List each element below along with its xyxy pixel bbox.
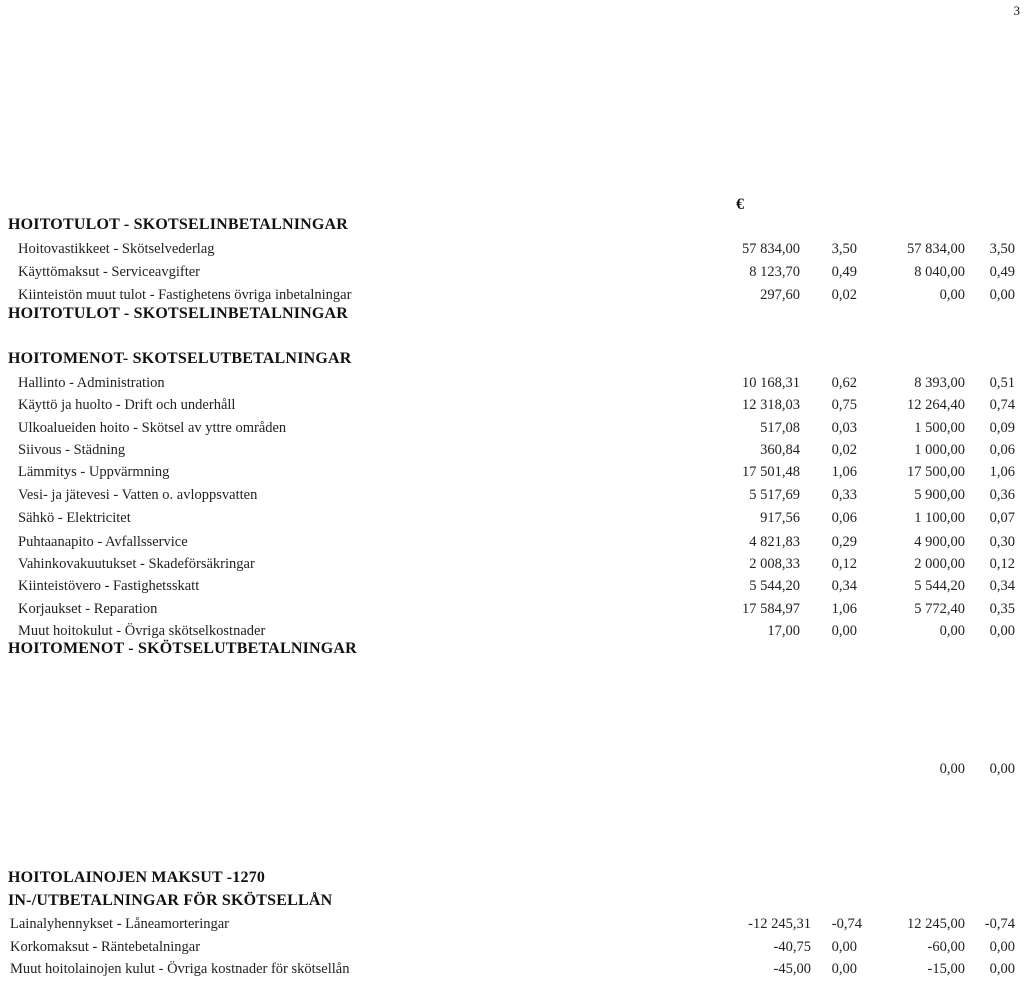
row-value-4: 0,74 [989, 397, 1015, 413]
row-value-2: 0,62 [831, 375, 857, 391]
row-value-3: 4 900,00 [914, 534, 965, 550]
row-value-4: 0,51 [989, 375, 1015, 391]
row-value-4: 0,00 [989, 939, 1015, 955]
row-value-2: 0,33 [831, 487, 857, 503]
row-value-4: 0,35 [989, 601, 1015, 617]
loans-subheading: IN-/UTBETALNINGAR FÖR SKÖTSELLÅN [8, 892, 333, 909]
row-value-1: 12 318,03 [742, 397, 800, 413]
row-value-3: 5 772,40 [914, 601, 965, 617]
row-value-3: 8 393,00 [914, 375, 965, 391]
income-heading: HOITOTULOT - SKOTSELINBETALNINGAR [8, 216, 349, 233]
row-value-4: 1,06 [989, 464, 1015, 480]
row-label: Lainalyhennykset - Låneamorteringar [10, 916, 230, 932]
row-value-1: 517,08 [760, 420, 800, 436]
row-label: Vahinkovakuutukset - Skadeförsäkringar [18, 556, 255, 572]
row-value-3: -60,00 [927, 939, 965, 955]
row-value-2: 0,03 [831, 420, 857, 436]
row-value-1: 57 834,00 [742, 241, 800, 257]
currency-symbol: € [736, 196, 744, 213]
row-value-3: 17 500,00 [907, 464, 965, 480]
page-number: 3 [1013, 3, 1020, 18]
row-value-1: -12 245,31 [748, 916, 811, 932]
row-value-1: 5 544,20 [749, 578, 800, 594]
row-value-3: 12 245,00 [907, 916, 965, 932]
row-label: Siivous - Städning [18, 442, 126, 458]
row-value-2: 0,02 [831, 442, 857, 458]
row-label: Vesi- ja jätevesi - Vatten o. avloppsvatten [18, 487, 258, 503]
row-label: Sähkö - Elektricitet [18, 510, 131, 526]
row-value-2: 3,50 [831, 241, 857, 257]
row-value-1: 17,00 [767, 623, 800, 639]
row-value-3: 12 264,40 [907, 397, 965, 413]
row-value-2: 0,29 [831, 534, 857, 550]
row-label: Hallinto - Administration [18, 375, 165, 391]
row-value-3: 1 500,00 [914, 420, 965, 436]
row-value-2: 0,49 [831, 264, 857, 280]
row-value-1: 2 008,33 [749, 556, 800, 572]
row-value-4: -0,74 [984, 916, 1015, 932]
row-label: Hoitovastikkeet - Skötselvederlag [18, 241, 215, 257]
row-value-4: 0,00 [989, 961, 1015, 977]
row-value-1: 17 501,48 [742, 464, 800, 480]
row-value-2: 0,02 [831, 287, 857, 303]
row-label: Käyttömaksut - Serviceavgifter [18, 264, 200, 280]
row-value-4: 0,00 [989, 287, 1015, 303]
row-value-2: 1,06 [831, 464, 857, 480]
subtotal-value-3: 0,00 [939, 761, 965, 777]
row-value-3: -15,00 [927, 961, 965, 977]
row-value-3: 1 100,00 [914, 510, 965, 526]
row-value-4: 0,09 [989, 420, 1015, 436]
row-label: Lämmitys - Uppvärmning [18, 464, 170, 480]
row-value-2: -0,74 [831, 916, 862, 932]
row-label: Korjaukset - Reparation [18, 601, 158, 617]
income-footer: HOITOTULOT - SKOTSELINBETALNINGAR [8, 305, 349, 322]
row-label: Käyttö ja huolto - Drift och underhåll [18, 397, 236, 413]
row-value-3: 0,00 [939, 623, 965, 639]
expenses-footer: HOITOMENOT - SKÖTSELUTBETALNINGAR [8, 640, 357, 657]
row-value-2: 0,00 [831, 939, 857, 955]
row-value-3: 5 900,00 [914, 487, 965, 503]
row-value-1: 4 821,83 [749, 534, 800, 550]
row-value-1: 10 168,31 [742, 375, 800, 391]
row-value-1: 5 517,69 [749, 487, 800, 503]
row-value-4: 0,30 [989, 534, 1015, 550]
row-label: Kiinteistön muut tulot - Fastighetens övriga inbetalningar [18, 287, 352, 303]
row-value-4: 0,12 [989, 556, 1015, 572]
subtotal-value-4: 0,00 [989, 761, 1015, 777]
row-value-1: 17 584,97 [742, 601, 800, 617]
row-value-3: 1 000,00 [914, 442, 965, 458]
row-value-1: -45,00 [773, 961, 811, 977]
row-value-2: 0,34 [831, 578, 857, 594]
row-value-4: 0,36 [989, 487, 1015, 503]
row-value-2: 0,06 [831, 510, 857, 526]
row-label: Puhtaanapito - Avfallsservice [18, 534, 188, 550]
row-value-1: 917,56 [760, 510, 800, 526]
row-value-2: 0,12 [831, 556, 857, 572]
row-value-4: 0,34 [989, 578, 1015, 594]
row-value-4: 0,49 [989, 264, 1015, 280]
row-label: Kiinteistövero - Fastighetsskatt [18, 578, 200, 594]
row-value-3: 0,00 [939, 287, 965, 303]
loans-heading: HOITOLAINOJEN MAKSUT -1270 [8, 869, 266, 886]
row-value-1: 360,84 [760, 442, 800, 458]
row-label: Ulkoalueiden hoito - Skötsel av yttre områden [18, 420, 287, 436]
row-value-4: 0,00 [989, 623, 1015, 639]
row-value-4: 3,50 [989, 241, 1015, 257]
row-value-4: 0,07 [989, 510, 1015, 526]
row-value-2: 1,06 [831, 601, 857, 617]
row-value-3: 2 000,00 [914, 556, 965, 572]
row-value-2: 0,00 [831, 623, 857, 639]
row-value-1: -40,75 [773, 939, 811, 955]
row-value-1: 8 123,70 [749, 264, 800, 280]
expenses-heading: HOITOMENOT- SKOTSELUTBETALNINGAR [8, 350, 352, 367]
row-value-1: 297,60 [760, 287, 800, 303]
row-value-2: 0,00 [831, 961, 857, 977]
row-value-4: 0,06 [989, 442, 1015, 458]
row-label: Korkomaksut - Räntebetalningar [10, 939, 201, 955]
row-label: Muut hoitolainojen kulut - Övriga kostnader för skötsellån [10, 961, 350, 977]
row-value-3: 57 834,00 [907, 241, 965, 257]
row-label: Muut hoitokulut - Övriga skötselkostnader [18, 623, 266, 639]
row-value-3: 8 040,00 [914, 264, 965, 280]
row-value-2: 0,75 [831, 397, 857, 413]
row-value-3: 5 544,20 [914, 578, 965, 594]
